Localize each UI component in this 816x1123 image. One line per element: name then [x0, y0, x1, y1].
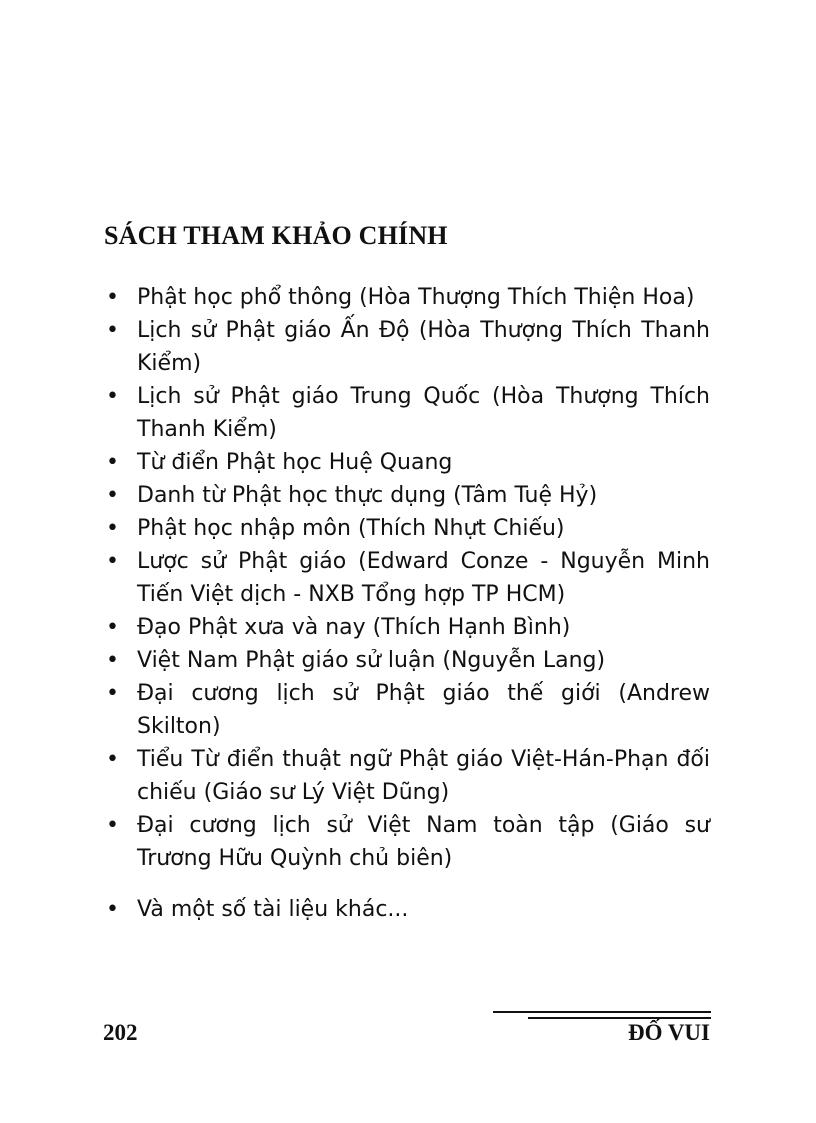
- running-title: ĐỐ VUI: [627, 1020, 710, 1045]
- section-heading: SÁCH THAM KHẢO CHÍNH: [104, 221, 448, 250]
- page-number: 202: [103, 1020, 138, 1045]
- reference-item: [104, 611, 710, 644]
- reference-text: Phật học phổ thông (Hòa Thượng Thích Thiện Hoa): [137, 285, 695, 310]
- bullet-icon: •: [106, 318, 119, 343]
- reference-text: Đại cương lịch sử Việt Nam toàn tập (Giáo sư Trương Hữu Quỳnh chủ biên): [137, 813, 710, 871]
- bullet-icon: •: [106, 516, 119, 541]
- bullet-icon: •: [106, 384, 119, 409]
- reference-list: [104, 281, 710, 926]
- reference-item: [104, 545, 710, 611]
- bullet-icon: •: [106, 747, 119, 772]
- reference-item: [104, 380, 710, 446]
- reference-item: [104, 644, 710, 677]
- reference-item: [104, 446, 710, 479]
- reference-text: Lược sử Phật giáo (Edward Conze - Nguyễn Minh Tiến Việt dịch - NXB Tổng hợp TP HCM): [137, 549, 710, 607]
- bullet-icon: •: [106, 549, 119, 574]
- bullet-icon: •: [106, 813, 119, 838]
- reference-item: [104, 743, 710, 809]
- reference-text: Lịch sử Phật giáo Ấn Độ (Hòa Thượng Thích Thanh Kiểm): [137, 318, 710, 376]
- reference-item: [104, 512, 710, 545]
- bullet-icon: •: [106, 681, 119, 706]
- footer-rule: [493, 1011, 711, 1013]
- reference-text: Phật học nhập môn (Thích Nhựt Chiếu): [137, 516, 565, 541]
- reference-item: [104, 809, 710, 875]
- bullet-icon: •: [106, 897, 119, 922]
- closing-item: [104, 893, 710, 926]
- bullet-icon: •: [106, 450, 119, 475]
- reference-item: [104, 281, 710, 314]
- bullet-icon: •: [106, 483, 119, 508]
- reference-text: Việt Nam Phật giáo sử luận (Nguyễn Lang): [137, 648, 606, 673]
- bullet-icon: •: [106, 285, 119, 310]
- reference-item: [104, 314, 710, 380]
- bullet-icon: •: [106, 615, 119, 640]
- reference-text: Đạo Phật xưa và nay (Thích Hạnh Bình): [137, 615, 571, 640]
- reference-text: Lịch sử Phật giáo Trung Quốc (Hòa Thượng Thích Thanh Kiểm): [137, 384, 710, 442]
- reference-text: Danh từ Phật học thực dụng (Tâm Tuệ Hỷ): [137, 483, 598, 508]
- reference-text: Tiểu Từ điển thuật ngữ Phật giáo Việt-Hán-Phạn đối chiếu (Giáo sư Lý Việt Dũng): [137, 747, 710, 805]
- reference-item: [104, 677, 710, 743]
- closing-text: Và một số tài liệu khác...: [137, 897, 409, 922]
- reference-item: [104, 479, 710, 512]
- reference-text: Từ điển Phật học Huệ Quang: [137, 450, 453, 475]
- reference-text: Đại cương lịch sử Phật giáo thế giới (Andrew Skilton): [137, 681, 710, 739]
- bullet-icon: •: [106, 648, 119, 673]
